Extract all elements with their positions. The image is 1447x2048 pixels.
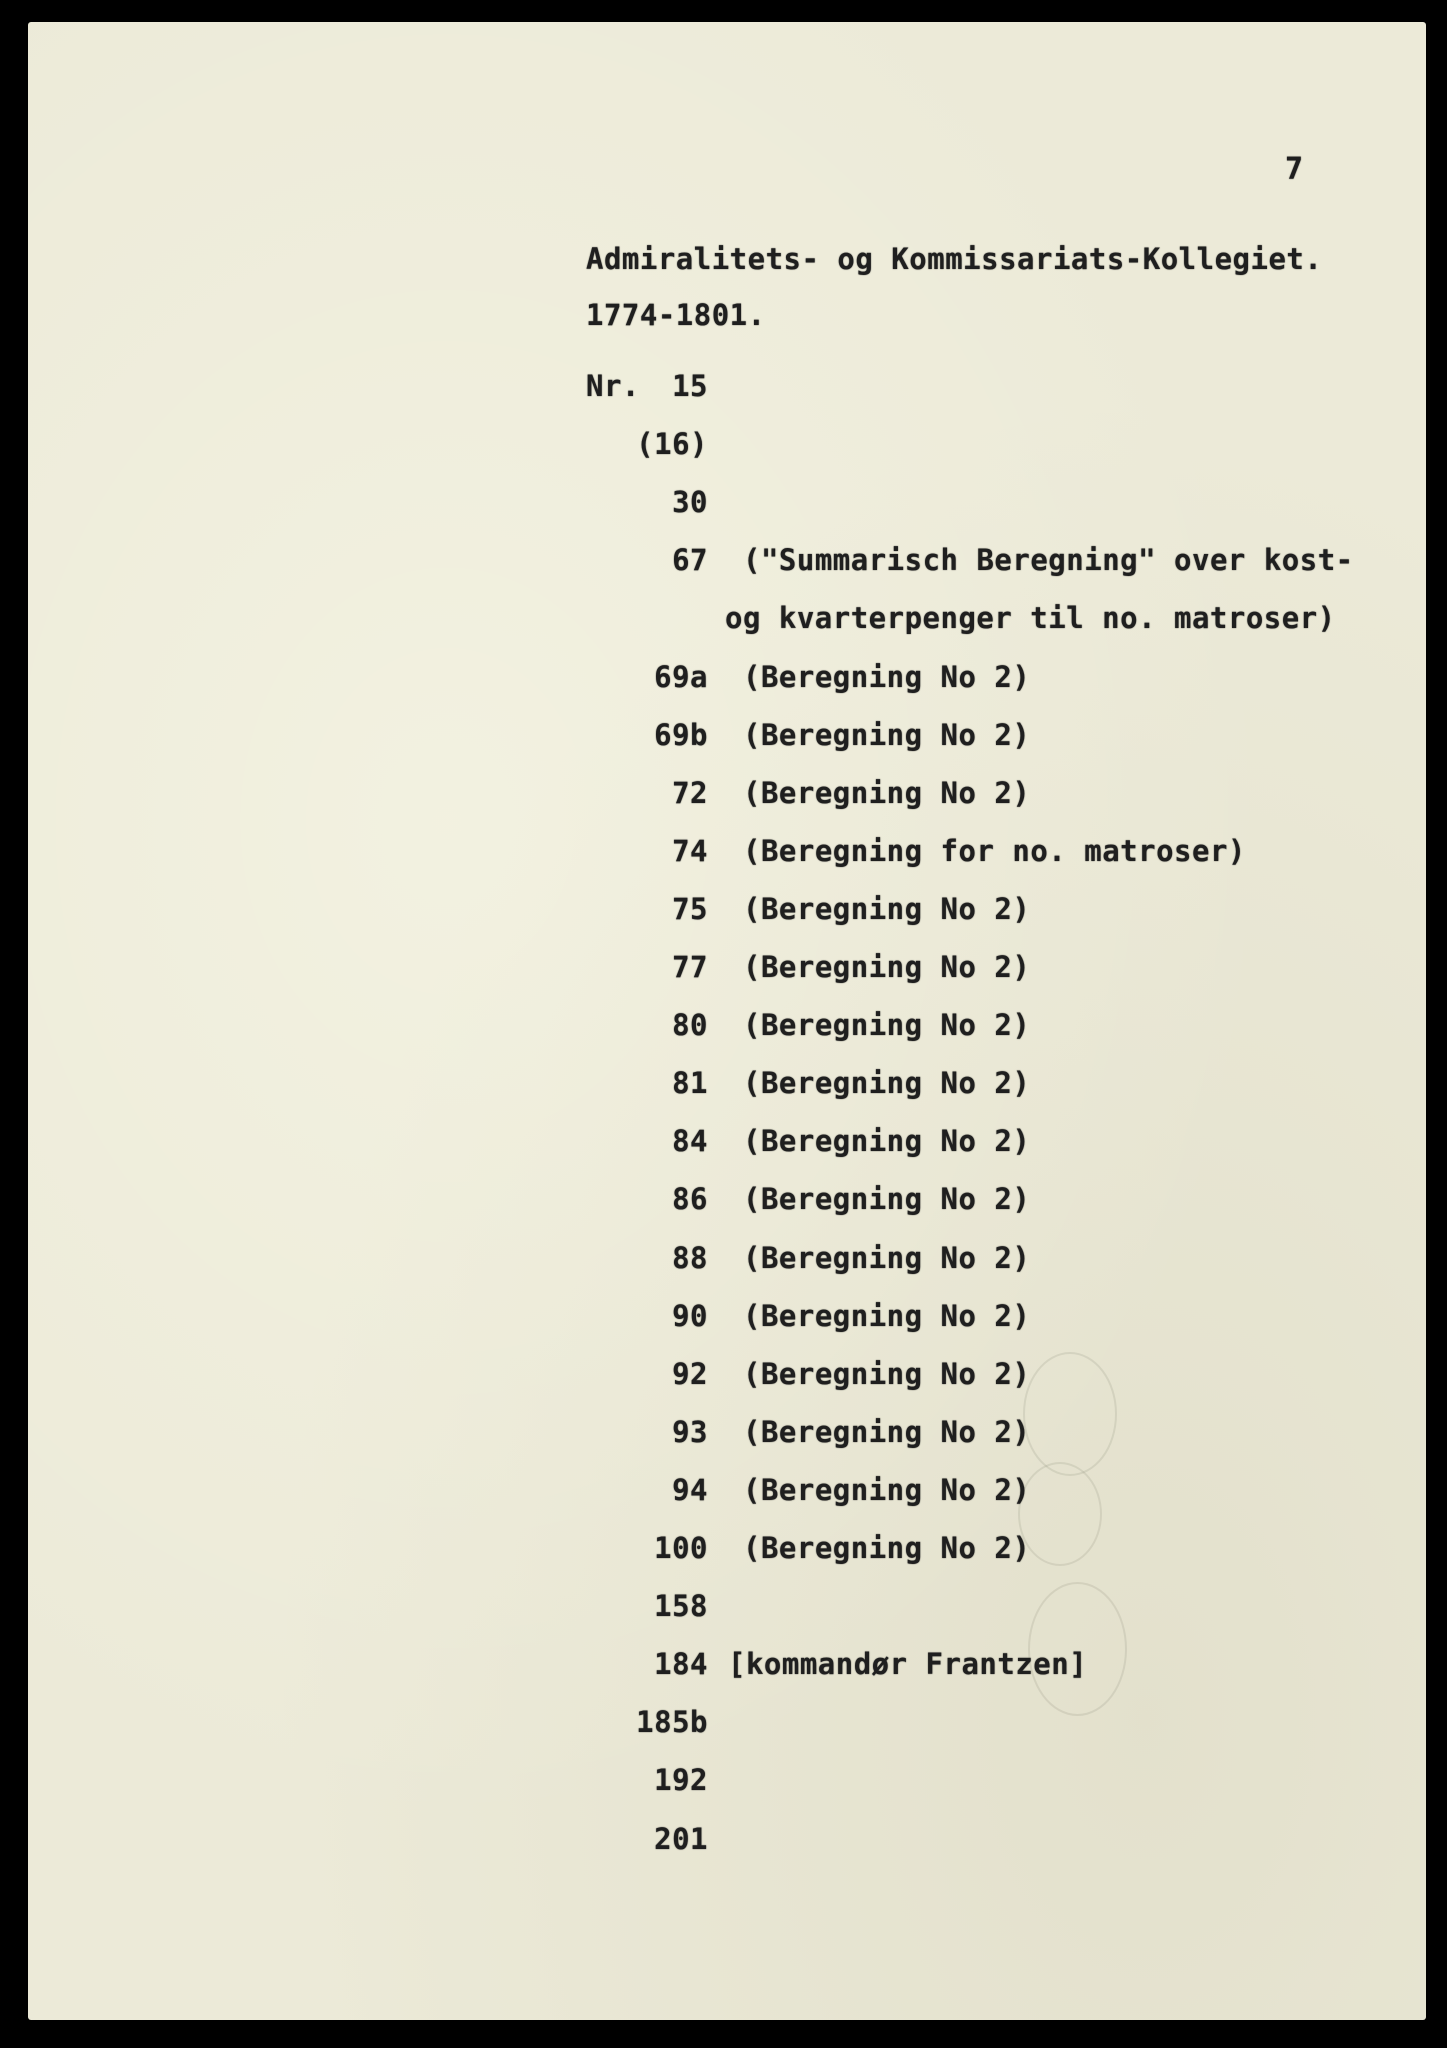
entry-number: 201 xyxy=(654,1821,708,1856)
entry-number: 158 xyxy=(654,1589,708,1624)
entry-note: (Beregning No 2) xyxy=(743,1414,1031,1449)
entry-number: 77 xyxy=(672,950,708,984)
entry-number: 30 xyxy=(672,485,708,520)
entry-note: (Beregning No 2) xyxy=(743,1066,1031,1101)
entry-note: (Beregning No 2) xyxy=(743,1531,1031,1565)
entry-number: 184 xyxy=(654,1647,708,1682)
nr-label: Nr. xyxy=(586,369,640,403)
entry-number: 93 xyxy=(672,1414,708,1449)
entry-note: (Beregning No 2) xyxy=(743,950,1031,984)
entry-note: (Beregning No 2) xyxy=(743,1008,1031,1043)
entry-note-continuation: og kvarterpenger til no. matroser) xyxy=(725,601,1336,636)
entry-number: 15 xyxy=(672,369,708,403)
entry-number: 69b xyxy=(654,717,708,752)
page-number: 7 xyxy=(1285,152,1304,187)
entry-note: (Beregning No 2) xyxy=(743,1472,1031,1507)
entry-note: (Beregning No 2) xyxy=(743,1356,1031,1391)
entry-number: 100 xyxy=(654,1531,708,1565)
entry-number: (16) xyxy=(636,427,708,462)
entry-note: (Beregning No 2) xyxy=(743,1182,1031,1217)
entry-note: (Beregning No 2) xyxy=(743,1124,1031,1159)
entry-number: 69a xyxy=(654,659,708,694)
entry-number: 80 xyxy=(672,1008,708,1043)
document-years: 1774-1801. xyxy=(586,298,766,332)
entry-number: 72 xyxy=(672,775,708,810)
entry-number: 86 xyxy=(672,1182,708,1217)
entry-number: 90 xyxy=(672,1298,708,1333)
entry-number: 185b xyxy=(636,1705,708,1740)
entry-number: 92 xyxy=(672,1356,708,1391)
entry-note: (Beregning for no. matroser) xyxy=(743,833,1246,868)
entry-note: (Beregning No 2) xyxy=(743,1240,1031,1275)
entry-number: 84 xyxy=(672,1124,708,1159)
entry-number: 192 xyxy=(654,1763,708,1798)
entry-note: (Beregning No 2) xyxy=(743,659,1031,694)
entry-number: 74 xyxy=(672,833,708,868)
entry-note: (Beregning No 2) xyxy=(743,891,1031,926)
entry-number: 88 xyxy=(672,1240,708,1275)
entry-note: ("Summarisch Beregning" over kost- xyxy=(743,543,1354,578)
entry-number: 75 xyxy=(672,891,708,926)
entry-note: (Beregning No 2) xyxy=(743,1298,1031,1333)
entry-number: 67 xyxy=(672,543,708,578)
entry-note: (Beregning No 2) xyxy=(743,775,1031,810)
bleed-through-mark xyxy=(1023,1352,1117,1476)
bleed-through-mark xyxy=(1018,1462,1102,1566)
document-title: Admiralitets- og Kommissariats-Kollegiet. xyxy=(586,242,1323,276)
entry-number: 81 xyxy=(672,1066,708,1101)
entry-number: 94 xyxy=(672,1472,708,1507)
entry-note: [kommandør Frantzen] xyxy=(728,1647,1088,1682)
entry-note: (Beregning No 2) xyxy=(743,717,1031,752)
